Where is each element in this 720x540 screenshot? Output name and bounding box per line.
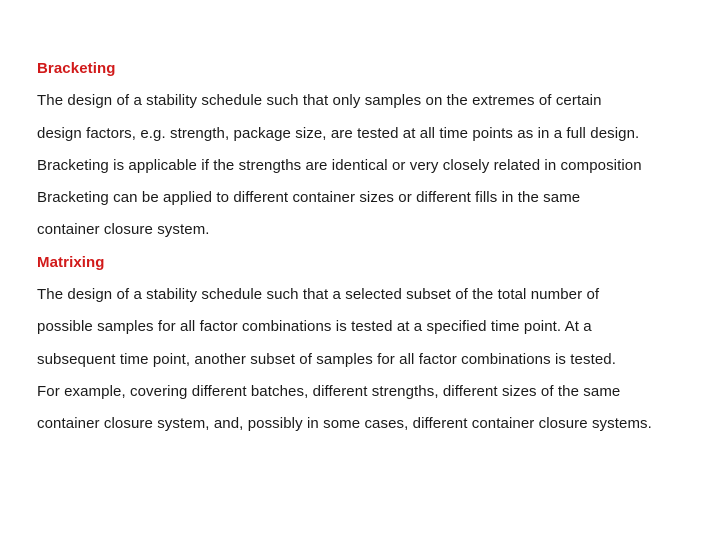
bracketing-line-1: The design of a stability schedule such that only samples on the extremes of certain	[37, 92, 602, 110]
bracketing-line-3: Bracketing is applicable if the strengths are identical or very closely related in composition	[37, 156, 642, 174]
text-body	[37, 57, 713, 445]
bracketing-line-4: Bracketing can be applied to different container sizes or different fills in the same	[37, 189, 581, 207]
bracketing-line-5: container closure system.	[37, 221, 210, 239]
matrixing-heading: Matrixing	[37, 253, 105, 271]
matrixing-line-2: possible samples for all factor combinations is tested at a specified time point. At a	[37, 318, 592, 336]
matrixing-line-5: container closure system, and, possibly in some cases, different container closure systems.	[37, 415, 652, 433]
matrixing-line-1: The design of a stability schedule such that a selected subset of the total number of	[37, 286, 600, 304]
matrixing-line-4: For example, covering different batches, different strengths, different sizes of the same	[37, 382, 621, 400]
bracketing-heading: Bracketing	[37, 60, 116, 77]
matrixing-line-3: subsequent time point, another subset of samples for all factor combinations is tested.	[37, 350, 617, 368]
bracketing-line-2: design factors, e.g. strength, package size, are tested at all time points as in a full design.	[37, 124, 640, 142]
